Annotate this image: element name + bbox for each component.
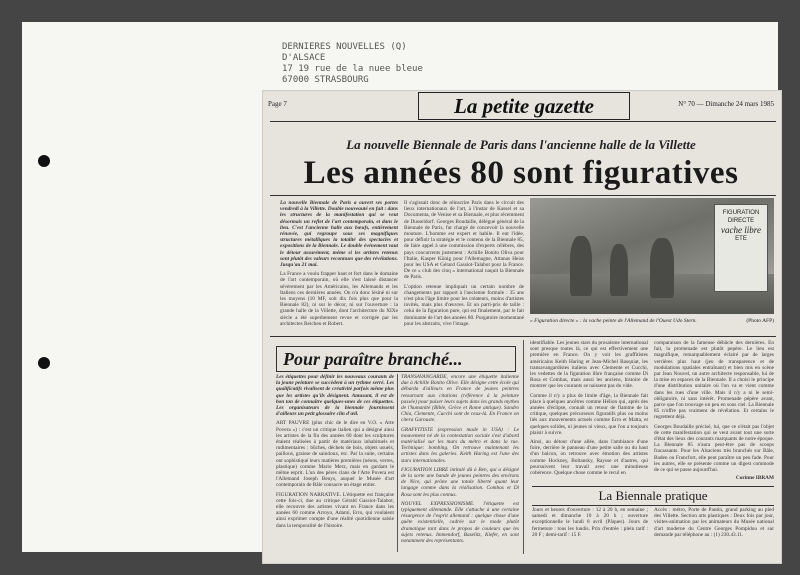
info-box-right: Accès : métro, Porte de Pantin, grand parking au pied des Villette. Section arts plastiques : Deux fois par jour, visites-animation par les animateurs du Musée national d'art moderne du Centre Georges Pompidou et sur demande par téléphone au : (1) 230.43.11. [654,507,774,538]
section-paragraph: comparaison de la fameuse débâcle des dernières. En fait, la promenade est plutôt pepère. Le lieu est magnifique, remarquablement éclairé par de larges verrières plus haut (jeu de transparence et de modulations spatiales entraînant) et bien mis en scène par Jean Nouvel, un autre architecte responsable, lui de la mise en espaces de la Biennale. Il a choisi le principe d'une distribution unitaire où l'on va et vient comme dans les rues d'une ville. Mais il n'y a ni le semi-obligatoire, ni sans intérêt. Promenade pépère avant, parce que l'on trouvage un peu en sous ciel. La Biennale 85 n'offre pas vraiment de révélation. Et certains le regrettent déjà. [654,340,774,421]
section-paragraph: TRANSAVANGARDE, encore une étiquette italienne due à Achille Bonito Olive. Elle désigne cette école qui débarda d'ailleurs en France de jeunes peintres retournant aux citations (référence à la peinture passée) pour puiser leurs sujets dans les grands mythes de l'humanité (Bible, Grèce et Rome antique). Sandro Chia, Clemente, Cucchi sont de ceux-là. En France on citera Garouste. [401,374,519,424]
article-photo [530,198,774,314]
section-paragraph: Georges Boudaille précisé, lui, que ce n'était pas l'objet de cette manifestation qui se veut avant tout une sorte d'état des lieux des courants marquants de notre époque. La Biennale 85 n'aura peut-être pas de scoops fracassants. Pour les Alsaciens très branchés sur Bâle, Baden ou Francfort, elle peut paraître un peu fade. Pour les autres, elle se présente comme un digest commode de ce qui se passe aujourd'hui. [654,423,774,474]
section-column-2 [401,374,519,554]
photo-figure [570,236,592,296]
photo-sign [714,204,768,292]
section-title: Pour paraître branché... [276,346,516,372]
section-paragraph: FIGURATION LIBRE intitulé dû à Ben, qui a désigné de la sorte une bande de jeunes peintres des environs de Nice, qui prône une totale liberté quant leur langage comme dans la réalisation. Combas et Di Rosa sont les plus connus. [401,466,519,498]
section-paragraph: Comme il n'y a plus de limite d'âge, la Biennale fait place à quelques ancêtres comme Hélion qui, après des années d'éclipse, connaît un retour de flamme de la critique, quelques précurseurs figuratifs plus ou moins liés aux mouvements actuels comme Erro et Matta, et quelques solides, ni jeunes ni vieux, que l'on a toujours plaisir à suivre. [530,392,648,436]
divider [270,336,776,337]
article-column-1 [280,200,398,340]
section-paragraph: NOUVEL EXPRESSIONISME. l'étiquette est typiquement allemande. Elle s'attache à une certaine résurgence de l'esprit allemand : quelque chose d'une quête existentielle, cadrée sur le mode plutôt dramatique tant dans le propos de couleurs que les sujets retenus. Immendorf, Baselitz, Kiefer, en sont notamment des représentants. [401,500,519,545]
stamp-line: D'ALSACE [282,53,326,63]
section-column-1 [276,374,394,554]
author-signature: Corinne IBRAM [735,475,774,480]
section-paragraph: FIGURATION NARRATIVE. L'étiquette est française cette fois-ci, due au critique Gérald Gassiot-Talabot, elle recouvre des artistes vivant en France dans les années 60 comme Arroyo, Adami, Erro, qui voulaient ainsi exprimer compte d'une réalité quotidienne saisie dans la temporalité de l'histoire. [276,491,394,529]
column-divider [397,374,398,552]
section-column-3 [530,340,648,480]
photo-credit: (Photo AFP) [746,318,774,324]
info-box-title: La Biennale pratique [532,486,774,506]
section-paragraph: identifiable. Les jeunes stars du prosaïsme international sont presque toutes là, ce qui est effectivement une première en France. On y voit les graffitistes américains Keith Haring et Jean-Michel Basquiat, les transavangardistes italiens avec Clemente et Cucchi, les vedettes de la figuration libre française comme Di Rosa et Combas, mais aussi les anciens, histoire de montrer que les courants se naissent pas du vide. [530,340,648,390]
article-headline: Les années 80 sont figuratives [303,155,739,191]
binder-hole [38,357,50,369]
photo-figure [610,244,628,296]
section-paragraph: Ainsi, au détour d'une allée, dans l'ambiance d'une foire, derrière le panneau d'une petite salle ou du haut d'un balcon, on retrouve avec émotion des artistes comme Hockney, Boltansky, Raysse et d'autres, qui poursuivent leur travail avec une minutieuse cohérence. Quelque chose comme le recul en [530,439,648,477]
issue-date: N° 70 — Dimanche 24 mars 1985 [678,100,774,108]
article-paragraph: Il s'agissait donc de réinscrire Paris dans le circuit des lieux internationaux de l'art, à l'instar de Kassel et sa Documenta, de Venise et sa Biennale, et plus récemment de Dusseldorf. Georges Boudaille, délégué général de la Biennale de Paris, fut chargé de concevoir la nouvelle mouture. L'homme est expert et habile. Il eut l'idée, pour définir la stratégie et le contenu de la Biennale 85, de faire appel à une commission d'experts célèbres, des pays concurrents justement : Achille Bonito Oliva pour l'Italie, Kasper König pour l'Allemagne, Attanas Heiss pour les USA et Gérard Gassiot-Talabot pour la France. De ce « club des cinq » international naquit la Biennale de Paris. [404,200,524,281]
stamp-line: 17 19 rue de la nuee bleue [282,64,423,74]
section-column-4 [654,340,774,480]
article-column-2 [404,200,524,340]
info-box-left: Jours et heures d'ouverture : 12 à 20 h, en semaine ; samedi et dimanche 10 à 20 h ; ouverture exceptionnelle le lundi 8 avril (Pâques). Jours de fermeture : tous les lundis. Prix d'entrée : plein tarif : 20 F ; demi-tarif : 15 F. [532,507,648,538]
column-divider [523,340,524,554]
divider [270,121,776,122]
stamp-line: DERNIERES NOUVELLES (Q) [282,42,407,52]
sign-handwriting: vache libre [721,225,761,235]
sign-text: FIGURATION DIRECTE [722,210,760,224]
article-paragraph: La France a voulu frapper haut et fort dans le domaine de l'art contemporain, où elle s'est laissé distancer sévèrement par les Américains, les Allemands et les Italiens ces dernières années. On n'a donc lésiné ni sur les moyens (10 MF, soit dix fois plus que pour la Biennale 82), ni sur le décor, ni sur l'ouverture : la grande halle de la Villette, dont l'architecture du XIXe siècle a été superbement revue et corrigée par les architectes Reichen et Robert. [280,271,398,327]
sign-text: ETE [735,236,747,242]
section-lead: Les étiquettes pour définir les nouveaux courants de la jeune peinture se succèdent à un rythme serré. Les qualificatifs rivalisent de créativité parfois même plus que les artistes qu'ils désignent. Amusant, il est de bon ton de connaître quelques-unes de ces étiquettes. Les organisateurs de la biennale fournissent d'ailleurs un petit glossaire clin d'œil. [276,374,394,418]
article-lead: La nouvelle Biennale de Paris a ouvert ses portes vendredi à la Villette. Double nouveauté en fait : dans les structures de la manifestation qui se veut désormais un reflet de l'art contemporain, et dans le lieu. C'est l'ancienne halle aux bœufs, entièrement rénovée, qui regroupe sous ses magnifiques structures métalliques la totalité des spectacles et expositions de la Biennale. Le double événement vaut le détour assurément, même si les artistes retenus sont plutôt des valeurs reconnues que des révélations. Jusqu'au 21 mai. [280,200,398,269]
article-kicker: La nouvelle Biennale de Paris dans l'ancienne halle de la Villette [346,137,696,152]
divider [270,195,776,196]
section-paragraph: GRAFFITISTE (expression made in USA) : Le mouvement né de la contestation sociale s'est d'abord matérialisé sur les murs du métro et dans la rue. Technique: bombing. On retrouve maintenant les artistes dans les galeries. Keith Haring est l'une des stars internationales. [401,426,519,464]
photo-figure [650,238,674,298]
address-stamp [282,42,423,86]
section-paragraph: ART PAUVRE (plus chic de le dire en V.O. « Arte Povera ») : c'est un critique italien qui a désigné ainsi les artistes de la fin des années 60 dont les sculptures étaient réalisées à partir de matériaux inhabituels et rudimentaires : bûches, déchets de bois, objets usuels, paillous, graisse de saindoux, etc. Par la suite, certains ont sophistiqué leurs matières premières (néons, verres, plastique) comme Mario Merz, mais en gardant le même esprit. L'un des pères clans de l'Arte Povera est l'Allemand Joseph Beuys, auquel le Musée d'art contemporain de Bâle consacre un étage entier. [276,420,394,489]
stamp-line: 67000 STRASBOURG [282,75,369,85]
photo-caption [530,318,774,324]
masthead: La petite gazette [418,92,630,120]
caption-text: « Figuration directe » : la vache peinte de l'Allemand de l'Ouest Udo Stern. [530,318,697,324]
page-number: Page 7 [268,100,287,108]
binder-hole [38,155,50,167]
article-paragraph: L'option retenue impliquait un certain nombre de changements par rapport à l'ancienne formule : 35 ans n'est plus l'âge limite pour les créateurs, moins d'artistes invités, mais plus d'œuvres. Et un parti-pris de taille : celui de la figuration pure, qui est finalement, par le fait dominante de l'art des années 80. Purgatoire momentané pour les abstraits, vive l'image. [404,283,524,327]
